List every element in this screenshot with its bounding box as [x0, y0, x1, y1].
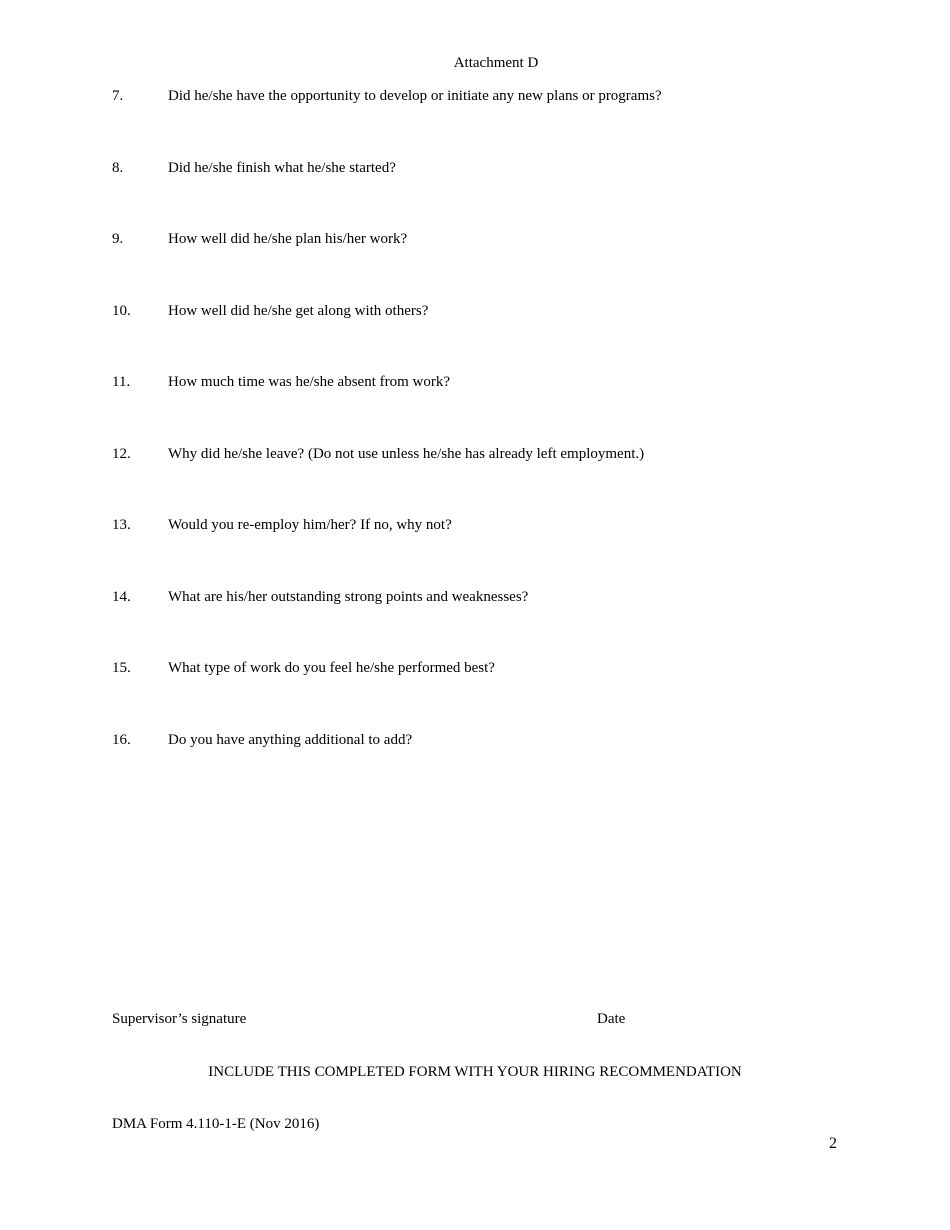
page-number: 2	[829, 1135, 837, 1152]
submission-instruction: INCLUDE THIS COMPLETED FORM WITH YOUR HIRING RECOMMENDATION	[208, 1064, 742, 1080]
question-item	[112, 732, 872, 804]
form-identifier: DMA Form 4.110-1-E (Nov 2016)	[112, 1116, 320, 1132]
question-item	[112, 160, 872, 232]
question-text: Would you re-employ him/her? If no, why not?	[168, 517, 452, 533]
question-number: 16.	[112, 731, 131, 748]
question-number: 13.	[112, 517, 131, 533]
question-text: How well did he/she plan his/her work?	[168, 231, 408, 247]
question-item	[112, 88, 872, 160]
question-item	[112, 374, 872, 446]
question-item	[112, 517, 872, 589]
question-number: 7.	[112, 88, 124, 104]
question-number: 12.	[112, 445, 131, 462]
question-text: Do you have anything additional to add?	[168, 731, 413, 748]
date-label: Date	[597, 1011, 626, 1027]
question-number: 11.	[112, 374, 131, 390]
question-item	[112, 589, 872, 661]
attachment-title: Attachment D	[453, 55, 539, 71]
question-text: What type of work do you feel he/she performed best?	[168, 660, 495, 676]
supervisor-signature-label: Supervisor’s signature	[112, 1011, 247, 1027]
question-number: 14.	[112, 588, 131, 605]
question-text: Did he/she have the opportunity to develop or initiate any new plans or programs?	[168, 88, 662, 104]
question-number: 8.	[112, 159, 124, 176]
question-number: 10.	[112, 302, 131, 319]
question-number: 9.	[112, 231, 124, 247]
question-item	[112, 303, 872, 375]
question-item	[112, 231, 872, 303]
question-text: How much time was he/she absent from work?	[168, 374, 451, 390]
question-text: What are his/her outstanding strong points and weaknesses?	[168, 588, 529, 605]
signature-row	[112, 1011, 872, 1031]
question-item	[112, 660, 872, 732]
question-text: Why did he/she leave? (Do not use unless he/she has already left employment.)	[168, 445, 645, 462]
question-text: How well did he/she get along with others?	[168, 302, 429, 319]
question-list	[112, 88, 872, 803]
question-text: Did he/she finish what he/she started?	[168, 159, 396, 176]
question-item	[112, 446, 872, 518]
question-number: 15.	[112, 660, 131, 676]
